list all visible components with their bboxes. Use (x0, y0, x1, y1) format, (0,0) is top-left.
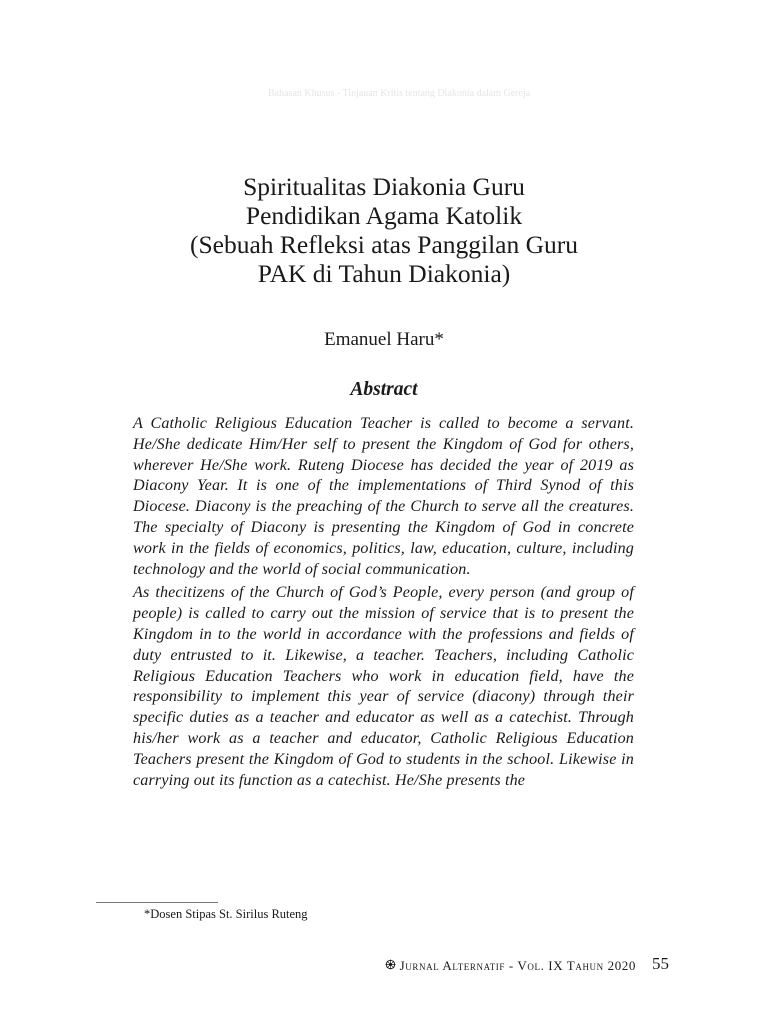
title-line: PAK di Tahun Diakonia) (257, 259, 511, 288)
journal-footer (336, 955, 636, 977)
ornament-icon (385, 955, 396, 977)
title-line: Spiritualitas Diakonia Guru (243, 172, 525, 201)
abstract-heading: Abstract (350, 379, 418, 400)
footnote: *Dosen Stipas St. Sirilus Ruteng (144, 907, 308, 921)
article-title (84, 172, 684, 288)
title-line: (Sebuah Refleksi atas Panggilan Guru (189, 230, 579, 259)
journal-name: Jurnal Alternatif - Vol. IX Tahun 2020 (399, 958, 636, 973)
abstract-body (133, 414, 634, 794)
abstract-paragraph: A Catholic Religious Education Teacher is called to become a servant. He/She dedicate Him/Her self to present the Kingdom of God for others, wherever He/She work. Ruteng Diocese has decided the year of 2019 as Diacony Year. It is one of the implementations of Third Synod of this Diocese. Diacony is the preaching of the Church to serve all the creatures. The specialty of Diacony is presenting the Kingdom of God in concrete work in the fields of economics, politics, law, education, culture, including technology and the world of social communication. (133, 415, 634, 578)
abstract-paragraph: As thecitizens of the Church of God’s People, every person (and group of people) is called to carry out the mission of service that is to present the Kingdom in to the world in accordance with the professions and fields of duty entrusted to it. Likewise, a teacher. Teachers, including Catholic Religious Education Teachers who work in education field, have the responsibility to implement this year of service (diacony) through their specific duties as a teacher and educator as well as a catechist. Through his/her work as a teacher and educator, Catholic Religious Education Teachers present the Kingdom of God to students in the school. Likewise in carrying out its function as a catechist. He/She presents the (133, 584, 634, 789)
footnote-divider (96, 902, 218, 903)
page-number: 55 (652, 954, 669, 973)
title-line: Pendidikan Agama Katolik (245, 201, 523, 230)
running-header: Bahasan Khusus - Tinjauan Kritis tentang Diakonia dalam Gereja (268, 88, 531, 99)
author-name: Emanuel Haru* (324, 329, 444, 350)
